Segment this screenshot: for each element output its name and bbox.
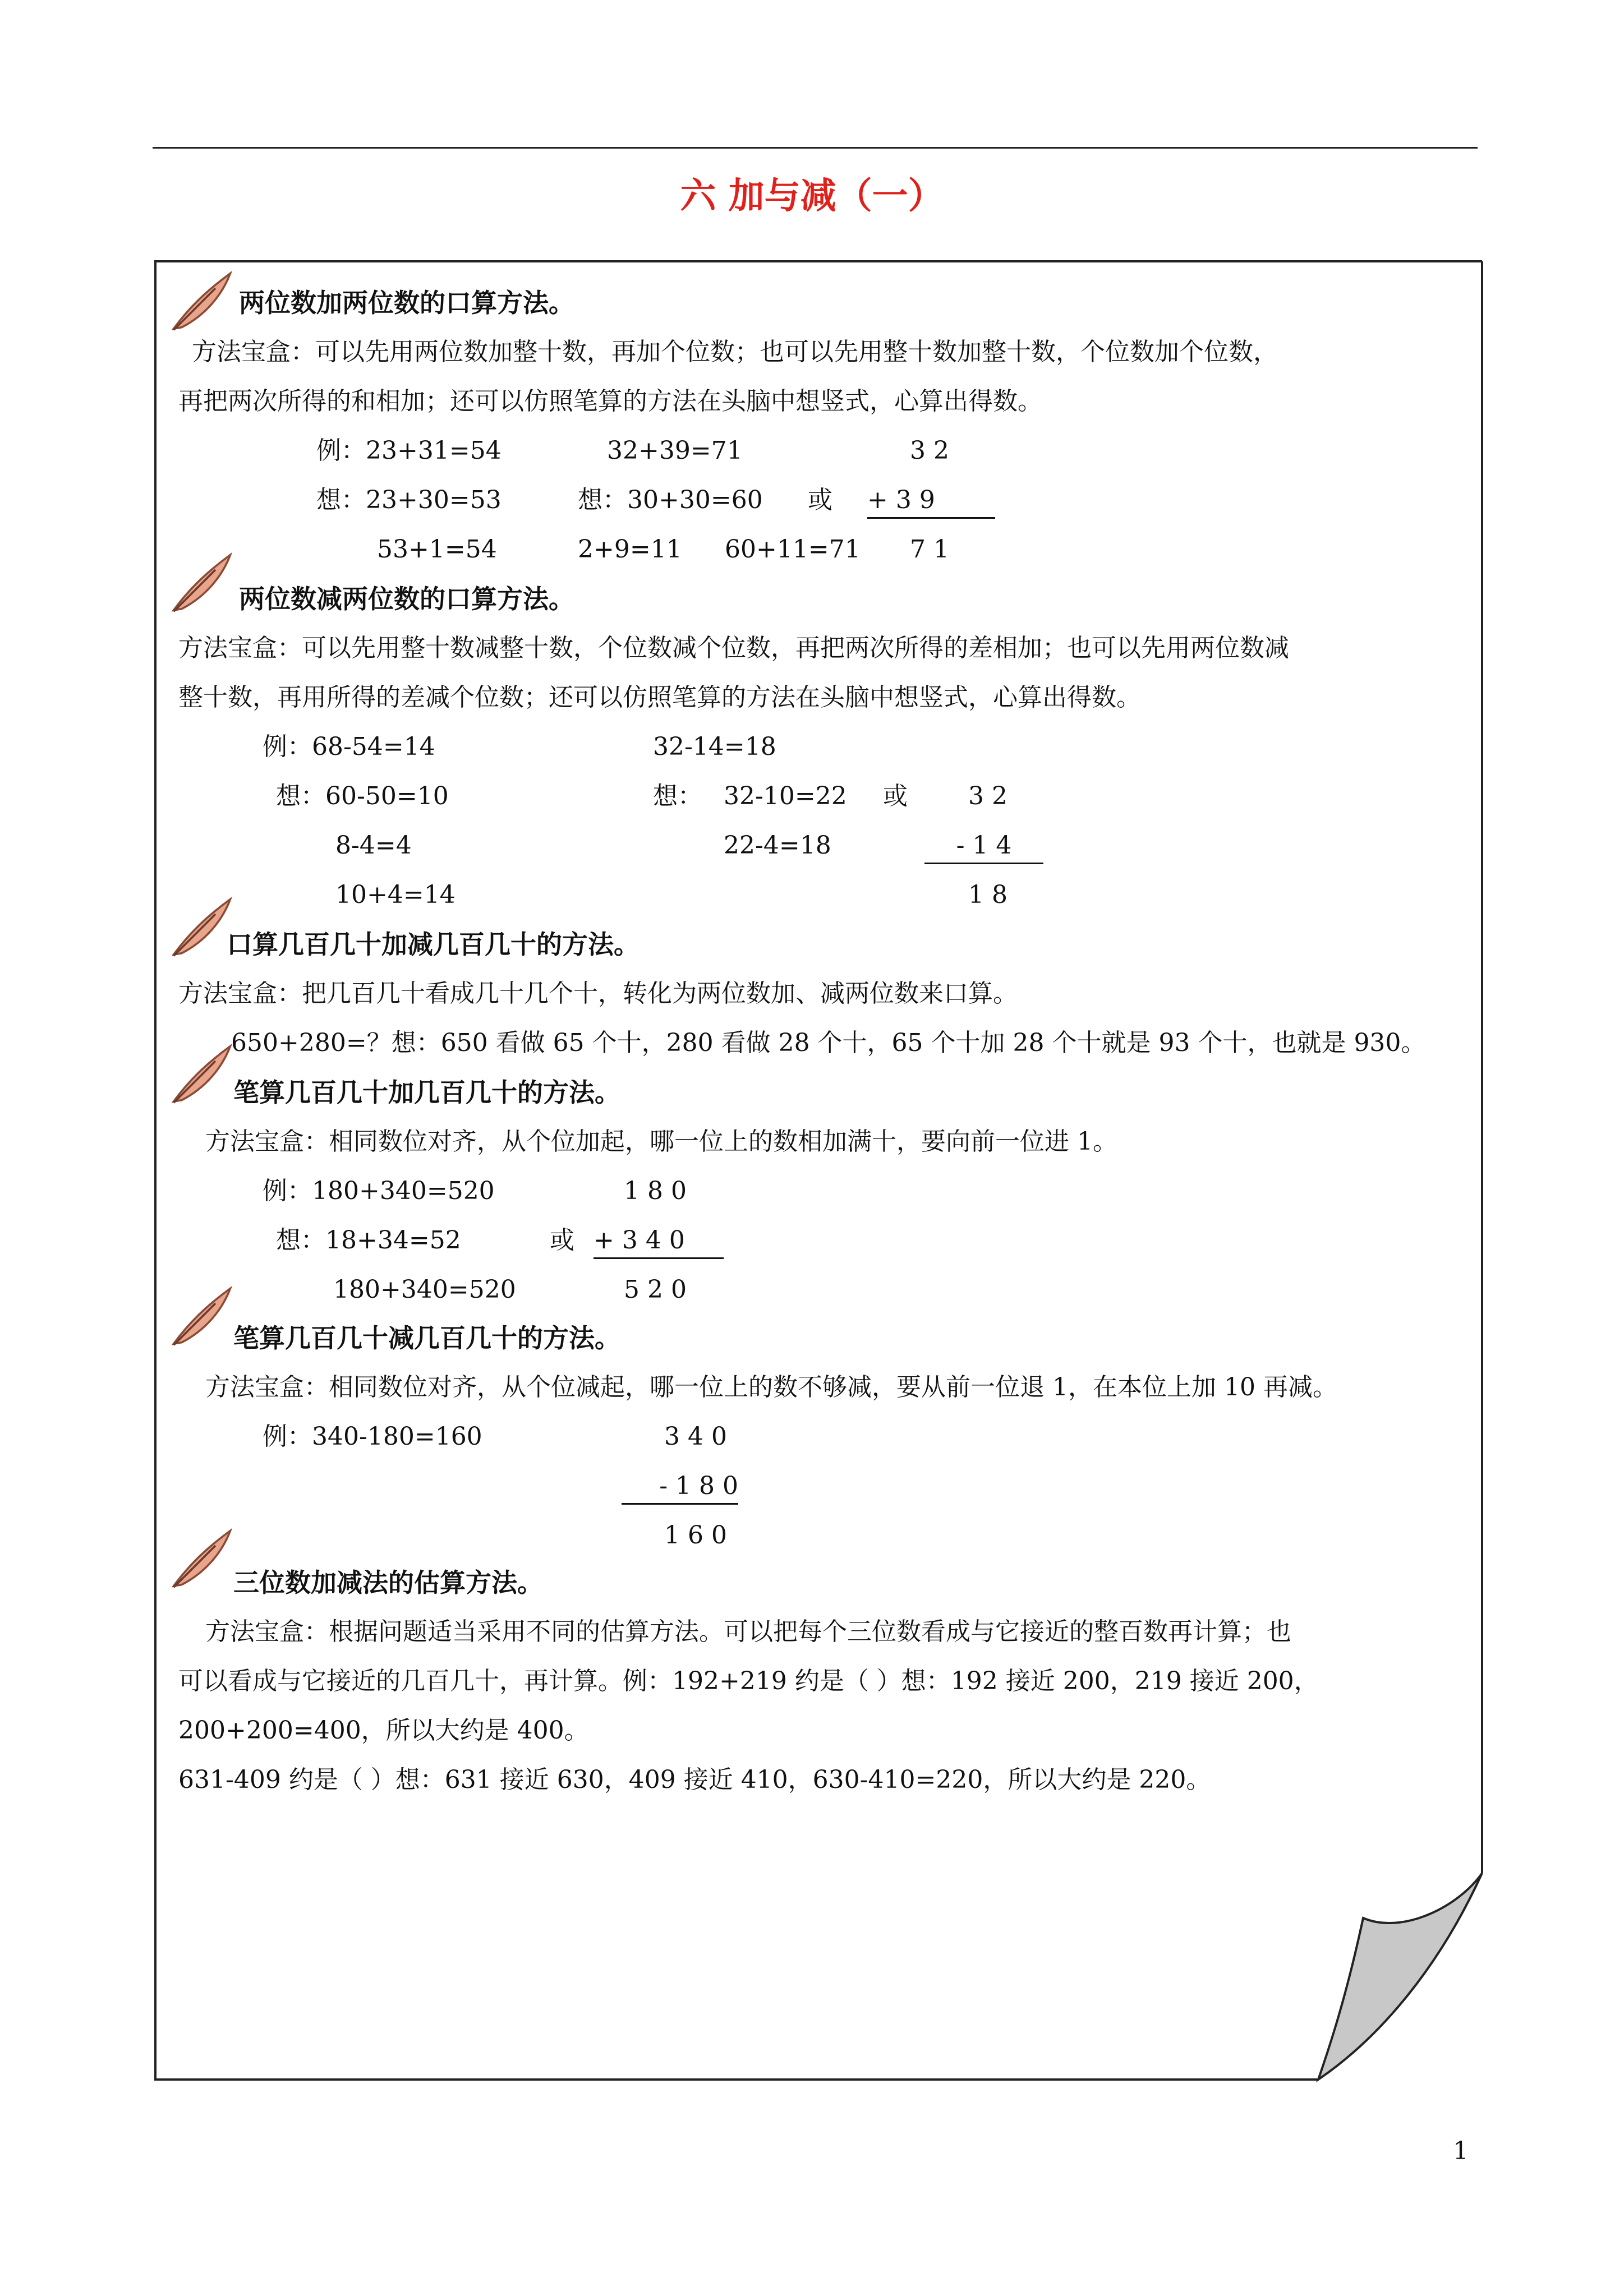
feather-quill-icon: [168, 1525, 236, 1593]
example-line: 例：23+31=54: [316, 436, 502, 465]
section-heading: 三位数加减法的估算方法。: [233, 1567, 543, 1598]
think-line: 想：60-50=10: [276, 782, 449, 810]
method-tip: 631-409 约是（ ）想：631 接近 630，409 接近 410，630-410=220，所以大约是 220。: [178, 1765, 1211, 1794]
feather-quill-icon: [168, 1283, 236, 1350]
feather-quill-icon: [168, 1041, 236, 1108]
think-line: 32-10=22: [724, 782, 847, 810]
method-tip: 方法宝盒：根据问题适当采用不同的估算方法。可以把每个三位数看成与它接近的整百数再计算；也: [205, 1617, 1291, 1646]
step-line: 22-4=18: [724, 831, 831, 860]
example-line: 32-14=18: [653, 732, 776, 761]
example-line: 32+39=71: [607, 436, 743, 465]
method-tip: 整十数，再用所得的差减个位数；还可以仿照笔算的方法在头脑中想竖式，心算出得数。: [178, 683, 1141, 712]
vertical-calc-top: 3 2: [910, 436, 949, 465]
step-line: 60+11=71: [725, 535, 861, 564]
or-label: 或: [808, 486, 832, 514]
method-tip: 方法宝盒：可以先用整十数减整十数，个位数减个位数，再把两次所得的差相加；也可以先用两位数减: [178, 634, 1289, 662]
vertical-calc-mid: + 3 4 0: [594, 1224, 724, 1259]
step-line: 180+340=520: [333, 1275, 516, 1304]
feather-quill-icon: [168, 268, 236, 335]
page-title: 六 加与减（一）: [680, 175, 944, 217]
vertical-calc-top: 3 4 0: [664, 1422, 727, 1451]
think-line: 想：18+34=52: [276, 1226, 461, 1255]
method-tip: 方法宝盒：相同数位对齐，从个位减起，哪一位上的数不够减，要从前一位退 1，在本位上加 10 再减。: [205, 1373, 1337, 1401]
page-number: 1: [1453, 2137, 1469, 2165]
vertical-calc-result: 5 2 0: [624, 1275, 687, 1304]
think-line: 想：30+30=60: [578, 486, 763, 514]
step-line: 8-4=4: [335, 831, 412, 860]
example-line: 650+280=？想：650 看做 65 个十，280 看做 28 个十，65 个十加 28 个十就是 93 个十，也就是 930。: [231, 1029, 1426, 1057]
method-tip: 方法宝盒：相同数位对齐，从个位加起，哪一位上的数相加满十，要向前一位进 1。: [205, 1127, 1117, 1156]
step-line: 2+9=11: [578, 535, 682, 564]
step-line: 53+1=54: [377, 535, 497, 564]
feather-quill-icon: [168, 550, 236, 617]
example-line: 例：340-180=160: [263, 1422, 482, 1451]
method-tip: 方法宝盒：可以先用两位数加整十数，再加个位数；也可以先用整十数加整十数，个位数加个位数，: [192, 338, 1278, 366]
or-label: 或: [883, 782, 908, 810]
or-label: 或: [550, 1226, 574, 1255]
vertical-calc-mid: - 1 8 0: [622, 1469, 738, 1505]
method-tip: 再把两次所得的和相加；还可以仿照笔算的方法在头脑中想竖式，心算出得数。: [178, 387, 1042, 416]
method-tip: 方法宝盒：把几百几十看成几十几个十，转化为两位数加、减两位数来口算。: [178, 979, 1018, 1008]
feather-quill-icon: [168, 894, 236, 961]
section-heading: 笔算几百几十减几百几十的方法。: [233, 1323, 620, 1353]
step-line: 10+4=14: [335, 880, 456, 909]
vertical-calc-mid: - 1 4: [924, 829, 1043, 864]
section-heading: 口算几百几十加减几百几十的方法。: [227, 929, 640, 960]
example-line: 例：180+340=520: [263, 1177, 495, 1205]
vertical-calc-result: 1 8: [968, 880, 1007, 909]
vertical-calc-result: 7 1: [910, 535, 949, 564]
section-heading: 两位数减两位数的口算方法。: [239, 584, 574, 614]
section-heading: 笔算几百几十加几百几十的方法。: [233, 1077, 620, 1108]
vertical-calc-top: 1 8 0: [624, 1177, 687, 1205]
method-tip: 200+200=400，所以大约是 400。: [178, 1716, 589, 1745]
vertical-calc-result: 1 6 0: [664, 1521, 727, 1550]
method-tip: 可以看成与它接近的几百几十，再计算。例：192+219 约是（ ）想：192 接近 200，219 接近 200，: [178, 1667, 1319, 1695]
vertical-calc-top: 3 2: [968, 782, 1007, 810]
page-curl-icon: [1318, 1873, 1482, 2080]
vertical-calc-mid: + 3 9: [867, 483, 995, 519]
think-line: 想：: [653, 782, 702, 810]
section-heading: 两位数加两位数的口算方法。: [239, 288, 574, 318]
example-line: 例：68-54=14: [263, 732, 435, 761]
think-line: 想：23+30=53: [316, 486, 502, 514]
